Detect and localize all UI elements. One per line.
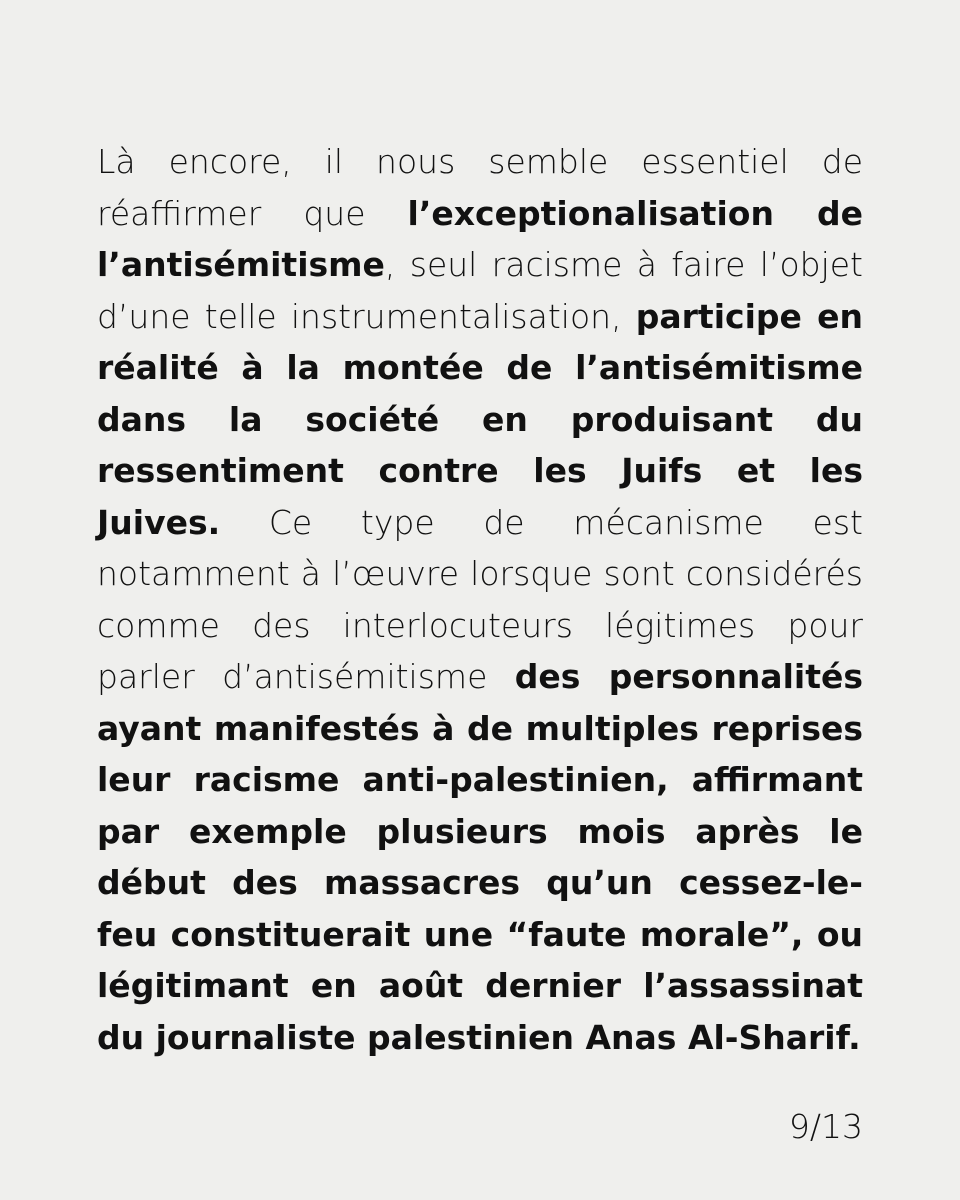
text-regular-1: Là encore, il nous semble essentiel de réaffirmer que <box>97 142 863 233</box>
text-regular-2: , seul racisme à faire l’objet d’une telle instrumentalisation, <box>97 245 863 336</box>
text-bold-3: des personnalités ayant manifestés à de multiples reprises leur racisme anti-palestinien, affirmant par exemple plusieurs mois après le début des massacres qu’un cessez-le-feu constituerait une “faute morale”, ou légitimant en août dernier l’assassinat du journaliste palestinien Anas Al-Sharif. <box>97 657 864 1057</box>
body-paragraph <box>97 136 863 1063</box>
page-number: 9/13 <box>788 1107 863 1146</box>
text-bold-2: participe en réalité à la montée de l’antisémitisme dans la société en produisant du ressentiment contre les Juifs et les Juives. <box>97 296 863 542</box>
text-regular-3: Ce type de mécanisme est notamment à l’œuvre lorsque sont considérés comme des interlocuteurs légitimes pour parler d’antisémitisme <box>97 502 863 696</box>
text-bold-1: l’exceptionalisation de l’antisémitisme <box>97 193 863 284</box>
